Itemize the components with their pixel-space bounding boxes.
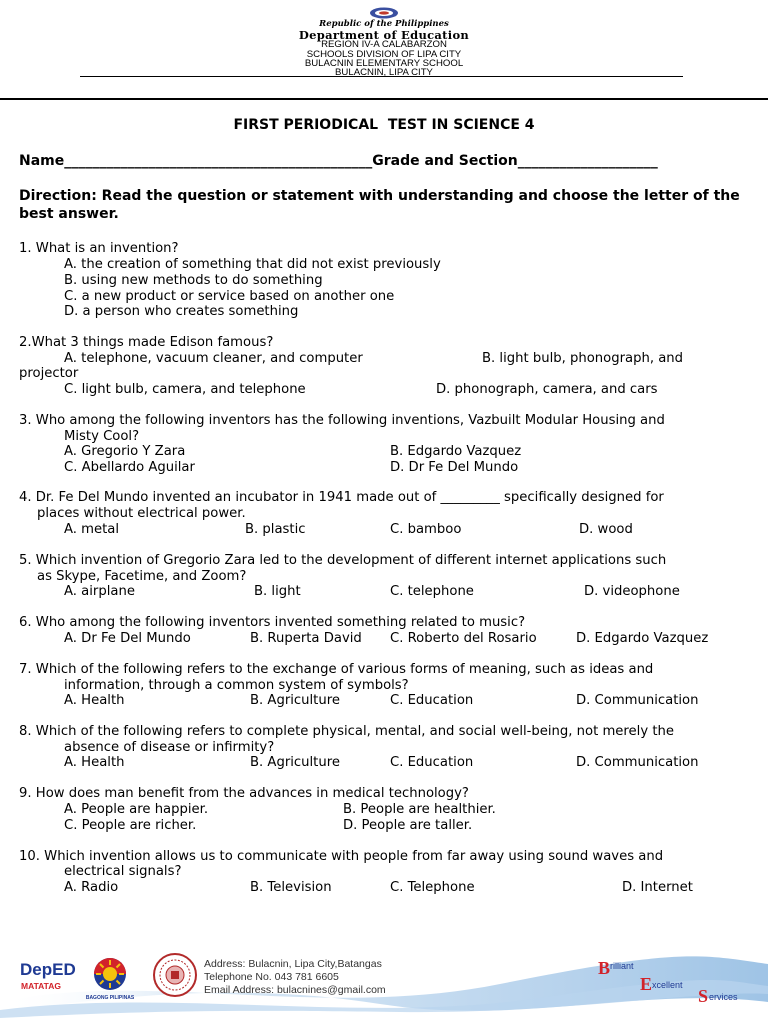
choice-b: B. Television	[250, 880, 332, 895]
question-stem-cont: information, through a common system of symbols?	[64, 678, 409, 693]
choice-c: C. a new product or service based on another one	[64, 289, 395, 304]
question-stem-cont: absence of disease or infirmity?	[64, 740, 275, 755]
deped-seal-icon	[359, 6, 409, 20]
choice-d: D. Communication	[576, 755, 699, 770]
choice-a: A. Dr Fe Del Mundo	[64, 631, 191, 646]
choice-a: A. Gregorio Y Zara	[64, 444, 186, 459]
page-divider	[0, 98, 768, 100]
question-stem: 5. Which invention of Gregorio Zara led to the development of different internet applications such	[19, 553, 667, 568]
choice-a: A. Radio	[64, 880, 119, 895]
name-grade-line: Name____________________________________________Grade and Section____________________	[19, 153, 658, 169]
letterhead	[0, 0, 768, 98]
choice-d: D. videophone	[584, 584, 680, 599]
direction-text: Direction: Read the question or statement with understanding and choose the letter of the best answer.	[19, 188, 740, 222]
location-line: BULACNIN, LIPA CITY	[335, 66, 433, 78]
question-stem: 9. How does man benefit from the advances in medical technology?	[19, 786, 469, 801]
choice-c: C. People are richer.	[64, 818, 197, 833]
choice-d: D. Edgardo Vazquez	[576, 631, 709, 646]
deped-logo-icon	[18, 956, 78, 996]
choice-a: A. Health	[64, 755, 125, 770]
choice-b-wrap: projector	[19, 366, 79, 381]
republic-line: Republic of the Philippines	[319, 19, 449, 29]
choice-b: B. Agriculture	[250, 755, 340, 770]
question-stem: 2.What 3 things made Edison famous?	[19, 335, 274, 350]
test-title: FIRST PERIODICAL TEST IN SCIENCE 4	[233, 117, 535, 133]
choice-c: C. Roberto del Rosario	[390, 631, 537, 646]
choice-d: D. phonograph, camera, and cars	[436, 382, 658, 397]
choice-a: A. People are happier.	[64, 802, 209, 817]
footer-email: Email Address: bulacnines@gmail.com	[204, 984, 386, 996]
question-stem: 7. Which of the following refers to the exchange of various forms of meaning, such as ideas and	[19, 662, 654, 677]
choice-b: B. People are healthier.	[343, 802, 496, 817]
region-line: REGION IV-A CALABARZON	[321, 39, 447, 50]
choice-c: C. light bulb, camera, and telephone	[64, 382, 306, 397]
question-stem: 3. Who among the following inventors has the following inventions, Vazbuilt Modular Housing and	[19, 413, 665, 428]
matatag-text: MATATAG	[21, 981, 61, 991]
bagong-pilipinas-logo-icon	[86, 954, 134, 1002]
choice-c: C. bamboo	[390, 522, 462, 537]
question-stem-cont: electrical signals?	[64, 864, 182, 879]
header-divider	[80, 76, 683, 77]
choice-d: D. a person who creates something	[64, 304, 299, 319]
choice-c: C. Education	[390, 693, 474, 708]
question-stem-cont: Misty Cool?	[64, 429, 140, 444]
footer-banner	[0, 940, 768, 1024]
question-stem: 1. What is an invention?	[19, 241, 179, 256]
choice-a: A. telephone, vacuum cleaner, and computer	[64, 351, 363, 366]
choice-c: C. Education	[390, 755, 474, 770]
school-line: BULACNIN ELEMENTARY SCHOOL	[304, 57, 464, 69]
choice-d: D. Dr Fe Del Mundo	[390, 460, 519, 475]
choice-b: B. using new methods to do something	[64, 273, 323, 288]
question-stem-cont: as Skype, Facetime, and Zoom?	[37, 569, 247, 584]
question-stem: 8. Which of the following refers to complete physical, mental, and social well-being, not merely the	[19, 724, 674, 739]
question-stem-cont: places without electrical power.	[37, 506, 246, 521]
choice-b: B. Edgardo Vazquez	[390, 444, 522, 459]
department-line: Department of Education	[298, 28, 470, 42]
choice-c: C. Telephone	[390, 880, 475, 895]
question-stem: 6. Who among the following inventors invented something related to music?	[19, 615, 526, 630]
motto-word-3: ervices	[709, 992, 738, 1002]
footer-telephone: Telephone No. 043 781 6605	[204, 971, 339, 983]
choice-c: C. Abellardo Aguilar	[64, 460, 195, 475]
choice-b: B. light bulb, phonograph, and	[482, 351, 684, 366]
bes-motto-logo-icon	[594, 954, 754, 1006]
choice-b: B. Ruperta David	[250, 631, 362, 646]
choice-d: D. People are taller.	[343, 818, 473, 833]
choice-d: D. wood	[579, 522, 633, 537]
school-seal-icon	[152, 952, 198, 998]
division-line: SCHOOLS DIVISION OF LIPA CITY	[306, 48, 462, 60]
question-stem: 4. Dr. Fe Del Mundo invented an incubator in 1941 made out of _________ specifically designed for	[19, 490, 664, 505]
choice-a: A. Health	[64, 693, 125, 708]
choice-b: B. plastic	[245, 522, 306, 537]
choice-a: A. the creation of something that did not exist previously	[64, 257, 441, 272]
choice-d: D. Communication	[576, 693, 699, 708]
motto-initial-e: E	[640, 974, 653, 994]
choice-a: A. airplane	[64, 584, 135, 599]
motto-word-2: xcellent	[652, 980, 683, 990]
motto-word-1: rilliant	[610, 961, 634, 971]
choice-b: B. Agriculture	[250, 693, 340, 708]
question-stem: 10. Which invention allows us to communicate with people from far away using sound waves and	[19, 849, 664, 864]
choice-d: D. Internet	[622, 880, 693, 895]
motto-initial-s: S	[698, 986, 709, 1006]
bagong-pilipinas-text: BAGONG PILIPINAS	[86, 995, 134, 1001]
footer-address: Address: Bulacnin, Lipa City,Batangas	[204, 958, 382, 970]
choice-b: B. light	[254, 584, 301, 599]
choice-a: A. metal	[64, 522, 120, 537]
choice-c: C. telephone	[390, 584, 474, 599]
motto-initial-b: B	[598, 958, 611, 978]
deped-logo-text: DepED	[20, 960, 76, 979]
